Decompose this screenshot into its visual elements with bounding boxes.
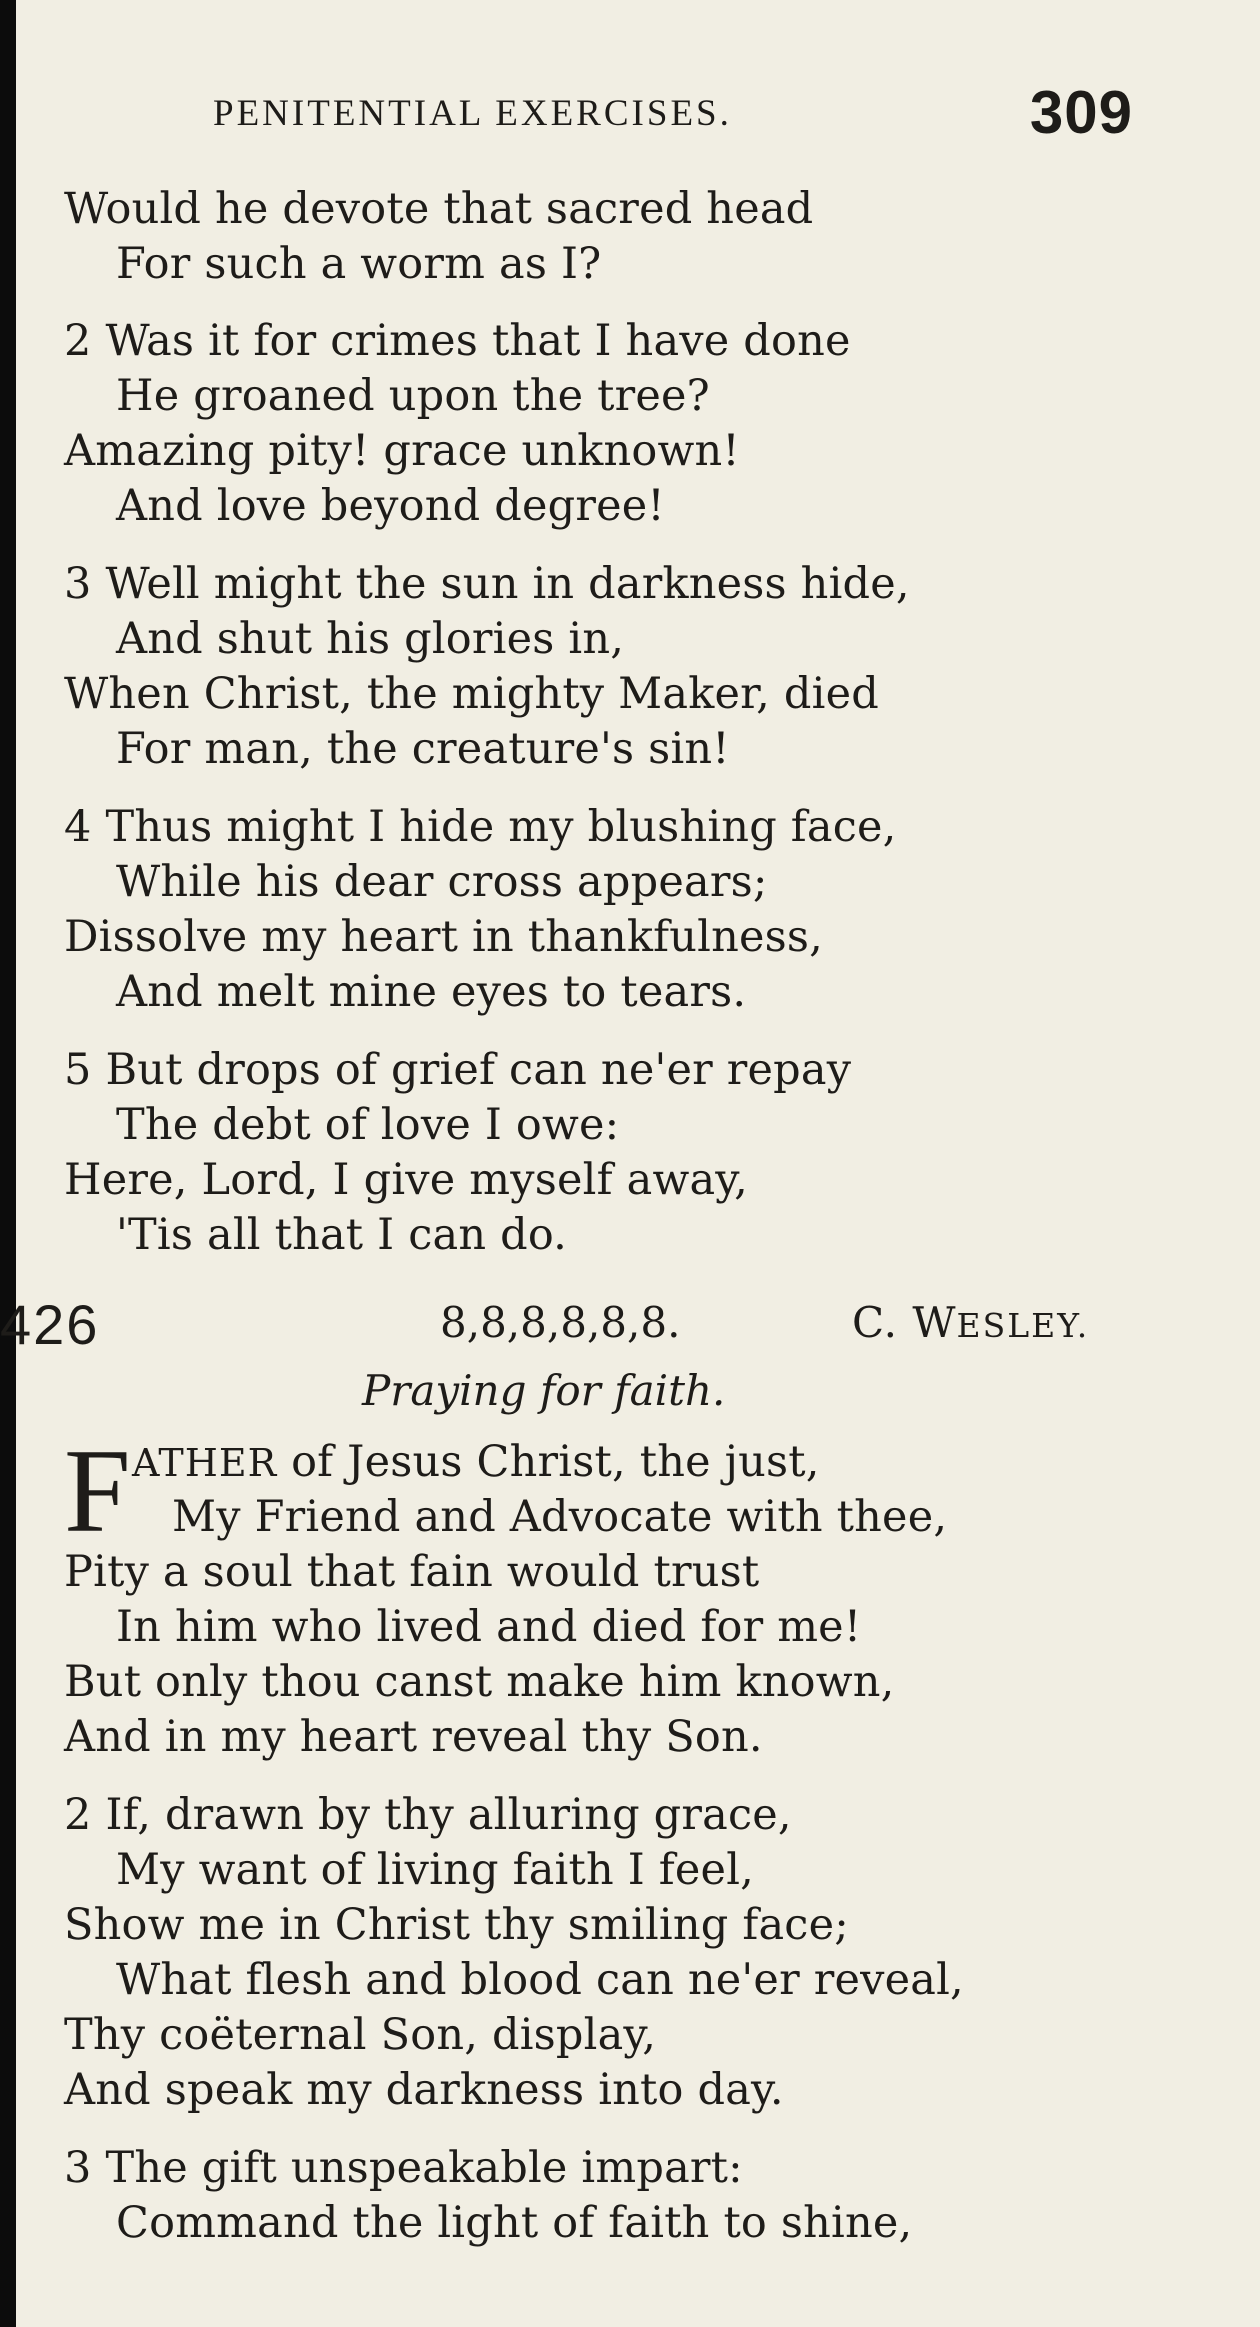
stanza-first-line	[64, 1044, 851, 1096]
stanza-first-line	[64, 558, 910, 610]
stanza-number: 2	[64, 316, 92, 366]
verse-line: And love beyond degree!	[116, 481, 665, 531]
stanza-first-line	[132, 1436, 820, 1489]
stanza-number: 3	[64, 559, 92, 609]
stanza-first-line	[64, 1789, 792, 1841]
verse-line: But only thou canst make him known,	[64, 1657, 895, 1707]
verse-line: 'Tis all that I can do.	[116, 1210, 568, 1260]
verse-line: For such a worm as I?	[116, 239, 602, 289]
stanza-number: 5	[64, 1045, 92, 1095]
stanza-number: 2	[64, 1790, 92, 1840]
page-edge-shadow	[0, 0, 16, 2327]
hymn-author	[852, 1298, 1089, 1347]
verse-line: If, drawn by thy alluring grace,	[105, 1790, 792, 1840]
verse-line: My Friend and Advocate with thee,	[172, 1492, 948, 1542]
verse-line: My want of living faith I feel,	[116, 1845, 755, 1895]
stanza-first-line	[64, 2142, 743, 2194]
verse-line: of Jesus Christ, the just,	[277, 1437, 820, 1487]
stanza-number: 4	[64, 802, 92, 852]
verse-line: Pity a soul that fain would trust	[64, 1547, 760, 1597]
hymn-meter: 8,8,8,8,8,8.	[440, 1298, 681, 1347]
hymn-number: 426	[0, 1293, 100, 1356]
hymn-title: Praying for faith.	[362, 1366, 726, 1415]
page-number: 309	[1029, 79, 1133, 146]
verse-line: Here, Lord, I give myself away,	[64, 1155, 748, 1205]
verse-line: The gift unspeakable impart:	[105, 2143, 743, 2193]
drop-cap: F	[64, 1424, 131, 1557]
running-head: PENITENTIAL EXERCISES.	[213, 93, 732, 134]
verse-line: And speak my darkness into day.	[64, 2065, 784, 2115]
page-header	[213, 78, 1133, 158]
verse-line: Would he devote that sacred head	[64, 184, 814, 234]
stanza-first-line	[64, 315, 851, 367]
stanza-first-line	[64, 801, 897, 853]
verse-line: Was it for crimes that I have done	[105, 316, 851, 366]
first-word-rest: ATHER	[132, 1441, 278, 1485]
verse-line: When Christ, the mighty Maker, died	[64, 669, 879, 719]
verse-line: For man, the creature's sin!	[116, 724, 730, 774]
stanza-number: 3	[64, 2143, 92, 2193]
verse-line: Thy coëternal Son, display,	[64, 2010, 657, 2060]
verse-line: In him who lived and died for me!	[116, 1602, 862, 1652]
verse-line: What flesh and blood can ne'er reveal,	[116, 1955, 964, 2005]
author-initial: C. W	[852, 1298, 957, 1347]
verse-line: Command the light of faith to shine,	[116, 2198, 913, 2248]
verse-line: The debt of love I owe:	[116, 1100, 620, 1150]
author-surname: ESLEY.	[956, 1306, 1090, 1345]
verse-line: He groaned upon the tree?	[116, 371, 710, 421]
verse-line: But drops of grief can ne'er repay	[105, 1045, 852, 1095]
verse-line: Amazing pity! grace unknown!	[64, 426, 740, 476]
verse-line: And in my heart reveal thy Son.	[64, 1712, 763, 1762]
verse-line: And shut his glories in,	[116, 614, 625, 664]
verse-line: Show me in Christ thy smiling face;	[64, 1900, 849, 1950]
verse-line: And melt mine eyes to tears.	[116, 967, 747, 1017]
verse-line: While his dear cross appears;	[116, 857, 768, 907]
verse-line: Dissolve my heart in thankfulness,	[64, 912, 824, 962]
verse-line: Thus might I hide my blushing face,	[105, 802, 897, 852]
verse-line: Well might the sun in darkness hide,	[105, 559, 910, 609]
